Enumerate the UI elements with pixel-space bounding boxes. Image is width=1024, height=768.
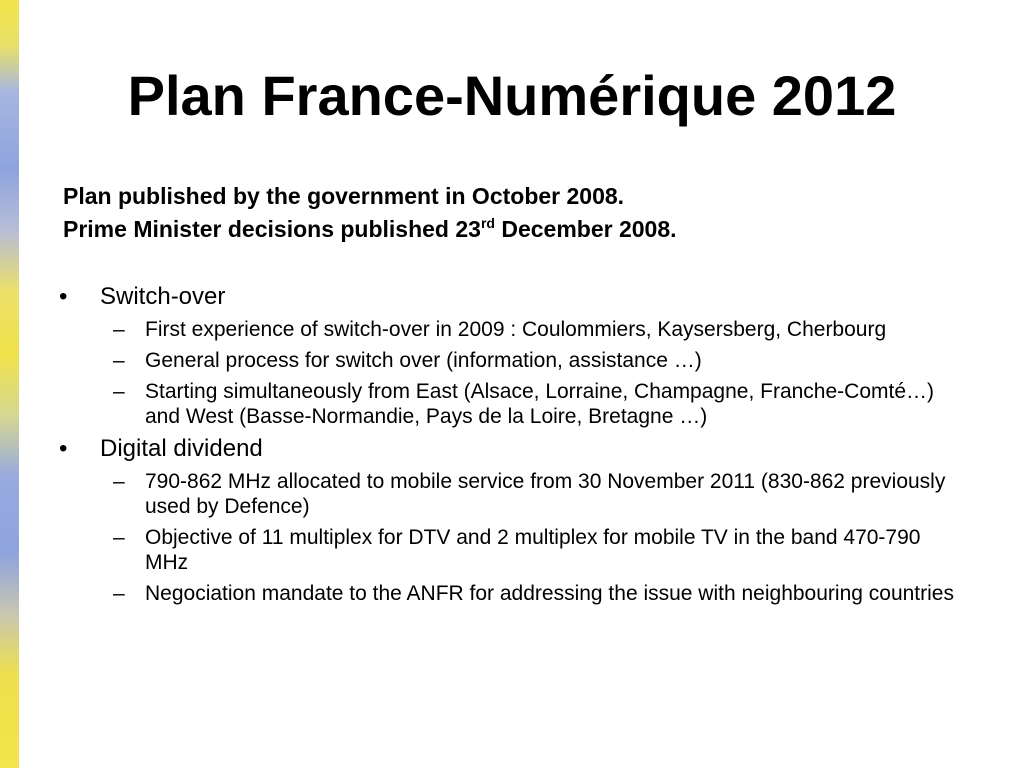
- bullet-list: [59, 283, 963, 612]
- intro-text: [63, 180, 983, 246]
- sub-bullet-text: General process for switch over (information, assistance …): [145, 349, 702, 372]
- bullet-switch-over: [59, 283, 963, 311]
- intro-line-2-before: Prime Minister decisions published 23: [63, 216, 481, 242]
- sub-bullet-marker: –: [113, 470, 125, 493]
- slide-title: Plan France-Numérique 2012: [127, 64, 897, 127]
- sub-bullet: [63, 379, 963, 429]
- bullet-digital-dividend: [59, 435, 963, 463]
- sub-bullet: [63, 348, 963, 373]
- sub-bullet-text: Negociation mandate to the ANFR for addressing the issue with neighbouring countries: [145, 582, 954, 605]
- sub-bullet-text: First experience of switch-over in 2009 : Coulommiers, Kaysersberg, Cherbourg: [145, 318, 887, 341]
- intro-line-2-superscript: rd: [480, 215, 495, 231]
- decorative-side-stripe: [0, 0, 19, 768]
- sub-bullet-marker: –: [113, 582, 125, 605]
- sub-bullet: [63, 469, 963, 519]
- bullet-label: Digital dividend: [100, 435, 263, 462]
- intro-line-2: [63, 213, 983, 246]
- sub-bullet: [63, 317, 963, 342]
- sub-bullet-marker: –: [113, 318, 125, 341]
- intro-line-1: Plan published by the government in October 2008.: [63, 183, 625, 209]
- sub-bullet-text: 790-862 MHz allocated to mobile service from 30 November 2011 (830-862 previously used by Defence): [145, 470, 946, 518]
- sub-bullet-marker: –: [113, 349, 125, 372]
- sub-bullet-text: Objective of 11 multiplex for DTV and 2 multiplex for mobile TV in the band 470-790 MHz: [145, 526, 921, 574]
- sub-bullet-text: Starting simultaneously from East (Alsace, Lorraine, Champagne, Franche-Comté…) and West (Basse-Normandie, Pays de la Loire, Bretagne …): [145, 380, 934, 428]
- sub-bullet: [63, 581, 963, 606]
- sub-bullet-marker: –: [113, 380, 125, 403]
- intro-line-2-after: December 2008.: [494, 216, 677, 242]
- sub-bullet-marker: –: [113, 526, 125, 549]
- bullet-marker: •: [59, 283, 68, 310]
- bullet-label: Switch-over: [100, 283, 226, 310]
- sub-bullet: [63, 525, 963, 575]
- bullet-marker: •: [59, 435, 68, 462]
